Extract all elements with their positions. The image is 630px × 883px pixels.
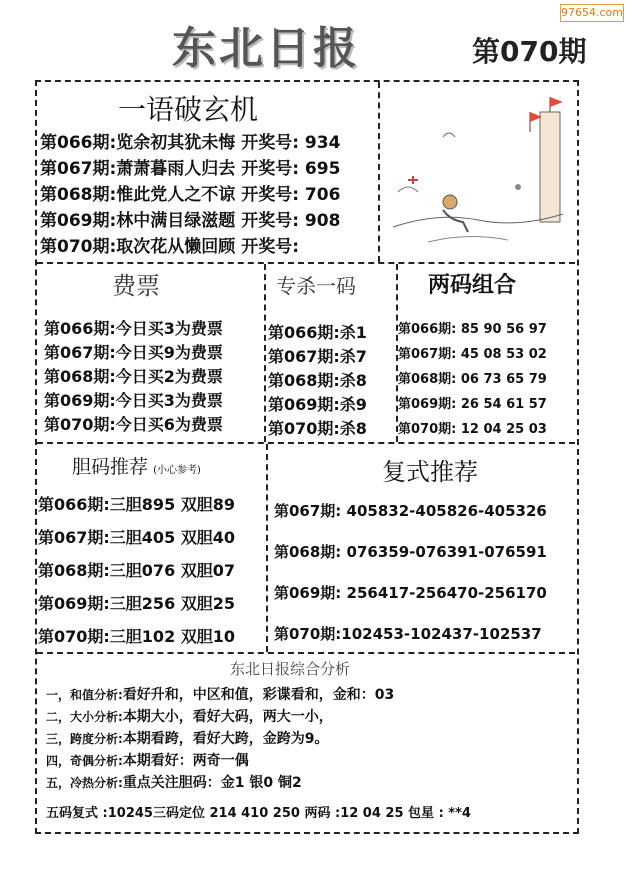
divider-riddle-image (378, 82, 380, 262)
analysis-row (46, 684, 394, 706)
fei-piao-line: 第066期:今日买3为费票 (44, 319, 223, 338)
analysis-row (46, 750, 394, 772)
analysis-label: 五，冷热分析: (46, 776, 123, 790)
analysis-label: 二，大小分析: (46, 710, 123, 724)
kill-one-title: 专杀一码 (276, 274, 356, 298)
analysis-text: 本期大小，看好大码，两大一小， (122, 709, 333, 725)
kill-one-line: 第069期:杀9 (268, 395, 367, 414)
dan-line: 第069期:三胆256 双胆25 (38, 594, 236, 613)
issue-number: 第070期 (472, 35, 587, 68)
kill-one-list (268, 320, 367, 440)
two-code-line: 第069期: 26 54 61 57 (398, 397, 547, 412)
dan-line: 第066期:三胆895 双胆89 (38, 495, 236, 514)
dan-title: 胆码推荐 (72, 456, 149, 478)
fushi-title: 复式推荐 (382, 458, 478, 486)
riddle-line: 第070期:取次花从懒回顾 开奖号: (40, 237, 300, 257)
analysis-text: 本期看跨，看好大跨，金跨为9。 (122, 731, 329, 747)
riddle-line: 第068期:惟此党人之不谅 开奖号: 706 (40, 185, 341, 205)
kill-one-line: 第068期:杀8 (268, 371, 367, 390)
kill-one-line: 第067期:杀7 (268, 347, 367, 366)
dan-line: 第070期:三胆102 双胆10 (38, 627, 236, 646)
analysis-title: 东北日报综合分析 (230, 660, 351, 678)
fei-piao-list (44, 316, 223, 436)
kill-one-line: 第070期:杀8 (268, 419, 367, 438)
fei-piao-line: 第070期:今日买6为费票 (44, 415, 223, 434)
analysis-label: 三，跨度分析: (46, 732, 123, 746)
fushi-list (274, 500, 547, 664)
two-code-list (398, 318, 547, 443)
two-code-line: 第066期: 85 90 56 97 (398, 322, 547, 337)
dan-line: 第068期:三胆076 双胆07 (38, 561, 236, 580)
riddle-line: 第067期:萧萧暮雨人归去 开奖号: 695 (40, 159, 341, 179)
two-code-title: 两码组合 (428, 273, 517, 298)
dan-list (38, 492, 235, 657)
analysis-label: 四，奇偶分析: (46, 754, 123, 768)
riddle-list (40, 128, 340, 258)
riddle-line: 第066期:览余初其犹未悔 开奖号: 934 (40, 133, 341, 153)
riddle-line: 第069期:林中满目绿滋题 开奖号: 908 (40, 211, 341, 231)
dan-title-row (72, 452, 201, 479)
analysis-text: 本期看好：两奇一偶 (122, 753, 249, 769)
dan-note: (小心参考) (153, 465, 201, 476)
dan-line: 第067期:三胆405 双胆40 (38, 528, 236, 547)
sketch-illustration (388, 92, 568, 252)
analysis-list (46, 684, 394, 794)
fushi-line: 第069期: 256417-256470-256170 (274, 584, 547, 602)
analysis-row (46, 706, 394, 728)
analysis-label: 一，和值分析: (46, 688, 123, 702)
fei-piao-line: 第067期:今日买9为费票 (44, 343, 223, 362)
divider-fei-kill (264, 264, 266, 442)
two-code-line: 第067期: 45 08 53 02 (398, 347, 547, 362)
analysis-footer: 五码复式 :10245三码定位 214 410 250 两码 :12 04 25 包星 : **4 (46, 806, 471, 821)
divider-1 (37, 262, 575, 264)
analysis-row (46, 728, 394, 750)
divider-dan-fushi (266, 444, 268, 652)
kill-one-line: 第066期:杀1 (268, 323, 367, 342)
two-code-line: 第068期: 06 73 65 79 (398, 372, 547, 387)
newspaper-masthead: 东北日报 (172, 23, 360, 74)
analysis-row (46, 772, 394, 794)
fei-piao-line: 第069期:今日买3为费票 (44, 391, 223, 410)
two-code-line: 第070期: 12 04 25 03 (398, 422, 547, 437)
riddle-title: 一语破玄机 (118, 93, 259, 126)
fushi-line: 第067期: 405832-405826-405326 (274, 502, 547, 520)
site-watermark: 97654.com (560, 4, 624, 22)
analysis-text: 重点关注胆码：金1 银0 铜2 (122, 775, 302, 791)
fushi-line: 第070期:102453-102437-102537 (274, 625, 542, 643)
analysis-text: 看好升和，中区和值，彩谍看和，金和：03 (122, 687, 395, 703)
fei-piao-title: 费票 (112, 272, 160, 300)
fei-piao-line: 第068期:今日买2为费票 (44, 367, 223, 386)
fushi-line: 第068期: 076359-076391-076591 (274, 543, 547, 561)
